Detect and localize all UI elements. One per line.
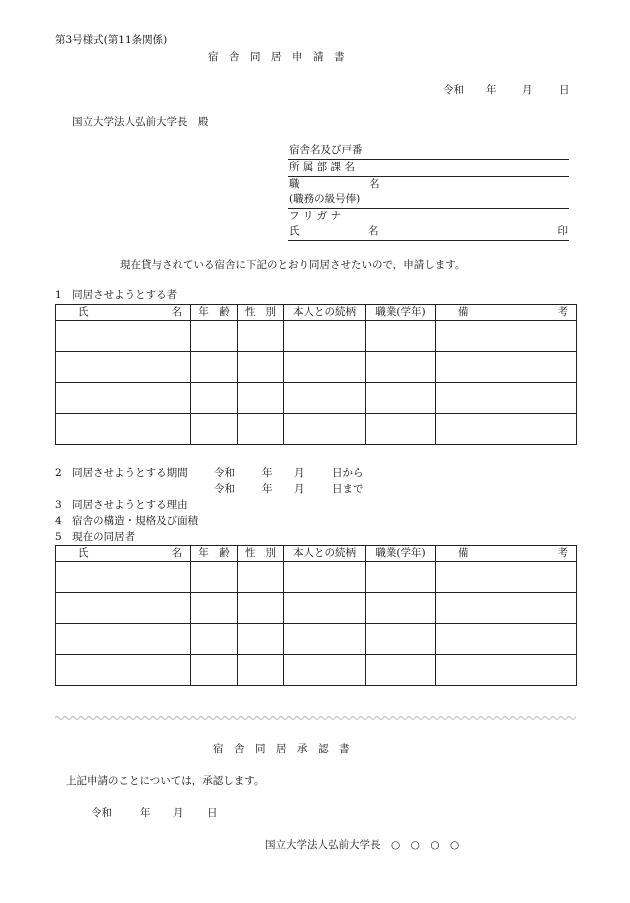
period-from-month: 月 <box>294 467 305 479</box>
section1-heading: 1 同居させようとする者 <box>55 289 178 301</box>
section3-heading: 3 同居させようとする理由 <box>55 499 188 511</box>
col-age: 年 齢 <box>191 546 238 562</box>
application-statement: 現在貸与されている宿舎に下記のとおり同居させたいので，申請します。 <box>120 259 466 271</box>
table-header-row <box>56 305 577 321</box>
col-occupation: 職業(学年) <box>366 305 436 321</box>
department-label: 所 属 部 課 名 <box>289 161 355 173</box>
current-cohabitant-table <box>55 545 577 686</box>
approval-title: 宿 舎 同 居 承 認 書 <box>213 743 350 755</box>
period-from-year: 年 <box>262 467 273 479</box>
form-number: 第3号様式(第11条関係) <box>55 34 168 46</box>
period-from-day: 日から <box>332 467 364 479</box>
period-from-era: 令和 <box>214 467 235 479</box>
dormitory-label: 宿舎名及び戸番 <box>289 144 363 156</box>
table-row <box>56 655 577 686</box>
col-remarks: 備 考 <box>436 305 577 321</box>
approval-date-era: 令和 <box>91 807 112 819</box>
table-row <box>56 624 577 655</box>
table-row <box>56 562 577 593</box>
approval-date-year: 年 <box>140 807 151 819</box>
section5-heading: 5 現在の同居者 <box>55 531 136 543</box>
approval-date-day: 日 <box>207 807 218 819</box>
name-field[interactable] <box>288 225 569 241</box>
date-era: 令和 <box>443 84 464 96</box>
approver-signature: 国立大学法人弘前大学長 ○ ○ ○ ○ <box>265 839 460 851</box>
table-row <box>56 321 577 352</box>
period-to-day: 日まで <box>332 483 364 495</box>
table-row <box>56 352 577 383</box>
table-row <box>56 383 577 414</box>
col-sex: 性 別 <box>238 546 284 562</box>
cut-line-divider <box>55 714 576 722</box>
date-month: 月 <box>522 84 533 96</box>
section2-heading: 2 同居させようとする期間 <box>55 467 188 479</box>
period-to-era: 令和 <box>214 483 235 495</box>
col-name: 氏 名 <box>56 546 191 562</box>
seal-mark: 印 <box>557 225 568 237</box>
name-label-a: 氏 <box>289 225 300 237</box>
dormitory-field[interactable] <box>288 144 569 160</box>
col-occupation: 職業(学年) <box>366 546 436 562</box>
name-label-b: 名 <box>368 225 379 237</box>
col-age: 年 齢 <box>191 305 238 321</box>
col-sex: 性 別 <box>238 305 284 321</box>
page-title: 宿 舎 同 居 申 請 書 <box>208 51 345 63</box>
department-field[interactable] <box>288 161 569 177</box>
period-to-year: 年 <box>262 483 273 495</box>
table-row <box>56 593 577 624</box>
date-year: 年 <box>486 84 497 96</box>
cohabitant-table <box>55 304 577 445</box>
period-to-month: 月 <box>294 483 305 495</box>
approval-date-month: 月 <box>173 807 184 819</box>
addressee: 国立大学法人弘前大学長 殿 <box>72 116 209 128</box>
position-label-b: 名 <box>369 178 380 190</box>
col-relation: 本人との続柄 <box>284 546 366 562</box>
date-day: 日 <box>559 84 570 96</box>
table-row <box>56 414 577 445</box>
col-relation: 本人との続柄 <box>284 305 366 321</box>
approval-statement: 上記申請のことについては，承認します。 <box>66 775 265 787</box>
col-remarks: 備 考 <box>436 546 577 562</box>
position-label-a: 職 <box>289 178 300 190</box>
furigana-label: フ リ ガ ナ <box>289 210 342 222</box>
section4-heading: 4 宿舎の構造・規格及び面積 <box>55 515 199 527</box>
table-header-row <box>56 546 577 562</box>
position-field[interactable] <box>288 193 569 209</box>
col-name: 氏 名 <box>56 305 191 321</box>
grade-label: (職務の級号俸) <box>289 193 361 205</box>
